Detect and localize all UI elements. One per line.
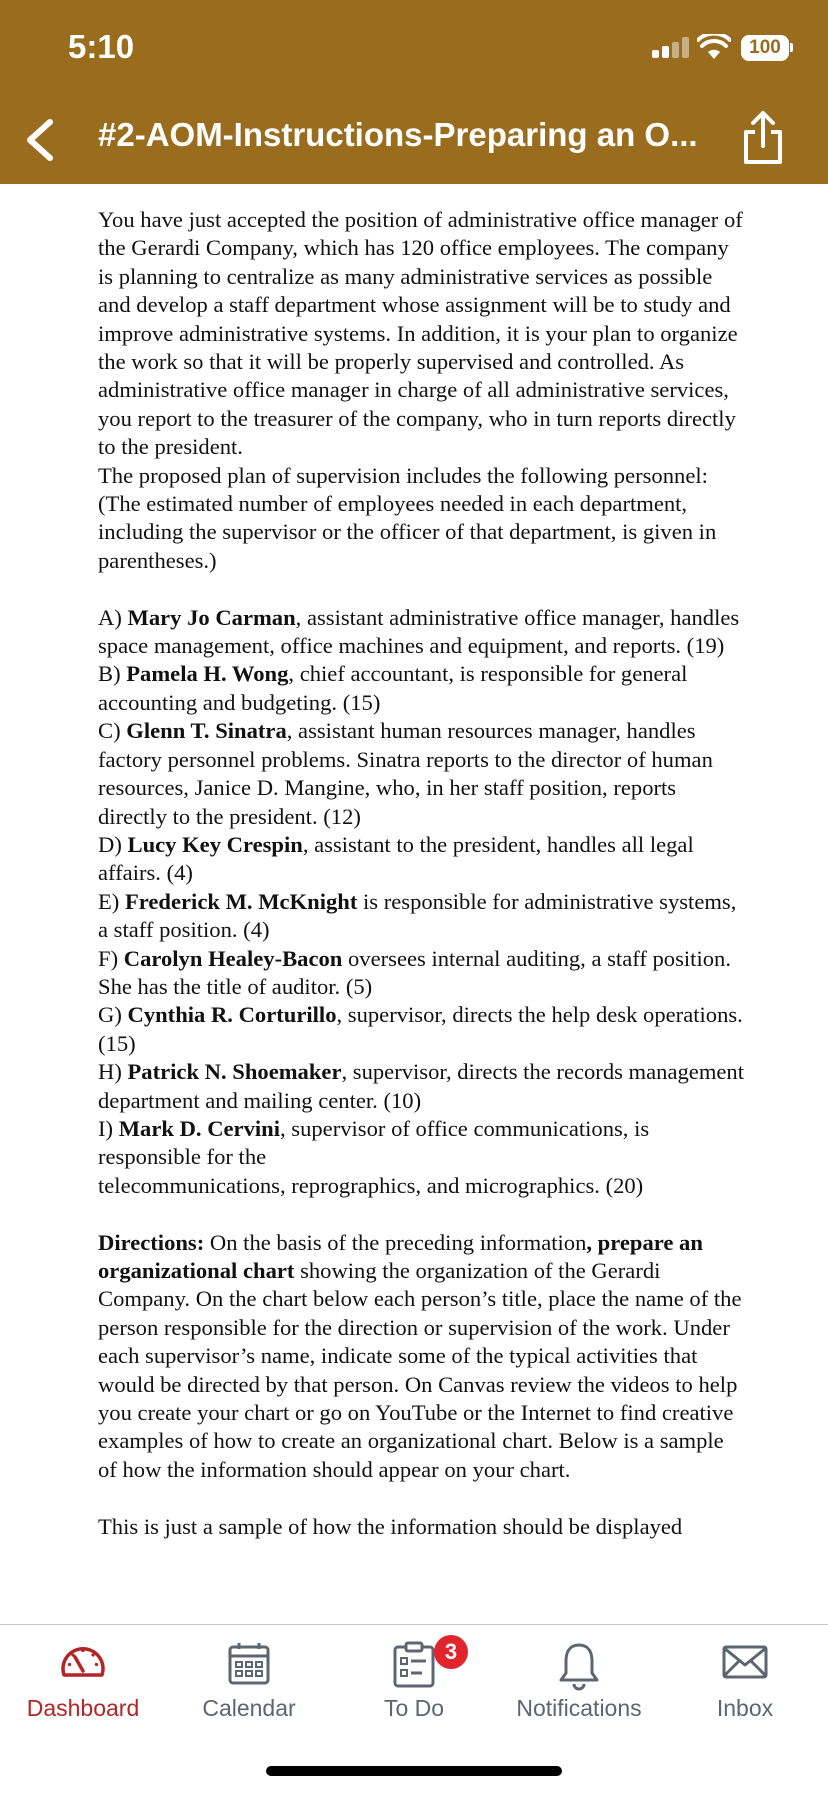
personnel-name: Pamela H. Wong xyxy=(126,661,289,687)
tab-label: To Do xyxy=(383,1695,445,1721)
intro-paragraph: You have just accepted the position of administrative office manager of the Gerardi Company, which has 120 office employees. The company is planning to centralize as many administrative services as possible and develop a staff department whose assignment will be to study and improve administrative systems. In addition, it is your plan to organize the work so that it will be properly supervised and controlled. As administrative office manager in charge of all administrative services, you report to the treasurer of the company, who in turn reports directly to the president. xyxy=(98,207,743,460)
personnel-last-line: telecommunications, reprographics, and micrographics. (20) xyxy=(98,1172,644,1198)
personnel-name: Patrick N. Shoemaker xyxy=(127,1059,342,1085)
directions-text-2: showing the organization of the Gerardi Company. On the chart below each person’s title, place the name of the person responsible for the direction or supervision of the work. Under each supervisor’s name, indicate some of the typical activities that would be directed by that person. On Canvas review the videos to help you create your chart or go on YouTube or the Internet to find creative examples of how to create an organizational chart. Below is a sample of how the information should appear on your chart. xyxy=(98,1258,742,1482)
sample-line: This is just a sample of how the information should be displayed xyxy=(98,1513,683,1539)
personnel-letter: C) xyxy=(98,718,121,744)
tab-label: Dashboard xyxy=(26,1695,140,1721)
personnel-item xyxy=(98,831,748,888)
personnel-name: Carolyn Healey-Bacon xyxy=(123,945,343,971)
battery-nub xyxy=(790,43,793,52)
personnel-letter: D) xyxy=(98,831,122,857)
status-time: 5:10 xyxy=(68,28,135,65)
personnel-list xyxy=(98,604,748,1172)
personnel-name: Mary Jo Carman xyxy=(127,604,296,630)
personnel-letter: B) xyxy=(98,661,121,687)
personnel-item xyxy=(98,660,748,717)
tab-label: Calendar xyxy=(202,1695,296,1721)
document-body xyxy=(98,206,748,1541)
share-button[interactable] xyxy=(738,110,788,168)
chevron-left-icon xyxy=(16,112,64,168)
directions-paragraph xyxy=(98,1229,748,1485)
bell-icon xyxy=(556,1641,602,1691)
personnel-description: , supervisor, directs the records management department and mailing center. (10) xyxy=(98,1059,744,1113)
personnel-item xyxy=(98,1115,748,1172)
tab-calendar[interactable] xyxy=(166,1625,332,1735)
personnel-letter: I) xyxy=(98,1115,114,1141)
back-button[interactable] xyxy=(16,112,64,168)
personnel-letter: H) xyxy=(98,1059,122,1085)
todo-clipboard-icon xyxy=(392,1641,436,1689)
wifi-icon xyxy=(697,34,731,60)
personnel-description: , assistant to the president, handles all legal affairs. (4) xyxy=(98,831,694,886)
personnel-item xyxy=(98,717,748,831)
tab-label: Notifications xyxy=(516,1695,642,1721)
todo-count-badge: 3 xyxy=(434,1635,468,1669)
battery-icon xyxy=(741,35,789,61)
personnel-item xyxy=(98,604,748,661)
tab-dashboard[interactable] xyxy=(0,1625,166,1735)
tab-inbox[interactable] xyxy=(662,1625,828,1735)
personnel-description: is responsible for administrative systems, a staff position. (4) xyxy=(98,888,737,943)
personnel-description: , assistant administrative office manager, handles space management, office machines and equipment, and reports. (19) xyxy=(98,604,740,659)
personnel-item xyxy=(98,888,748,945)
personnel-description: , supervisor, directs the help desk operations. (15) xyxy=(98,1002,743,1056)
share-icon xyxy=(738,110,788,168)
directions-bold-text: , prepare an organizational chart xyxy=(98,1229,703,1283)
cellular-signal-icon xyxy=(652,36,688,58)
battery-level: 100 xyxy=(749,37,781,58)
directions-label: Directions: xyxy=(98,1229,205,1255)
personnel-description: oversees internal auditing, a staff position. She has the title of auditor. (5) xyxy=(98,945,731,999)
personnel-letter: G) xyxy=(98,1002,122,1028)
dashboard-gauge-icon xyxy=(58,1641,108,1681)
personnel-description: , assistant human resources manager, handles factory personnel problems. Sinatra reports to the director of human resources, Janice D. Mangine, who, in her staff position, reports directly to the president. (12) xyxy=(98,718,713,829)
personnel-name: Cynthia R. Corturillo xyxy=(127,1002,337,1028)
envelope-icon xyxy=(721,1641,769,1681)
paragraph-gap xyxy=(98,1200,748,1228)
paragraph-gap xyxy=(98,575,748,603)
directions-text-1: On the basis of the preceding information xyxy=(204,1229,587,1255)
personnel-item xyxy=(98,1058,748,1115)
nav-bar xyxy=(0,96,828,184)
personnel-name: Mark D. Cervini xyxy=(118,1115,280,1141)
personnel-description: , supervisor of office communications, is responsible for the xyxy=(98,1115,650,1170)
personnel-name: Frederick M. McKnight xyxy=(124,888,358,914)
personnel-description: , chief accountant, is responsible for general accounting and budgeting. (15) xyxy=(98,661,688,715)
personnel-item xyxy=(98,945,748,1002)
status-bar xyxy=(0,0,828,96)
home-indicator xyxy=(266,1766,562,1776)
tab-label: Inbox xyxy=(716,1695,774,1721)
personnel-name: Glenn T. Sinatra xyxy=(126,718,287,744)
tab-notifications[interactable] xyxy=(496,1625,662,1735)
personnel-letter: A) xyxy=(98,604,122,630)
document-title: #2-AOM-Instructions-Preparing an O... xyxy=(98,116,698,153)
calendar-icon xyxy=(227,1641,271,1687)
personnel-item xyxy=(98,1001,748,1058)
personnel-letter: F) xyxy=(98,945,119,971)
plan-paragraph: The proposed plan of supervision includes the following personnel: (The estimated number of employees needed in each department, including the supervisor or the officer of that department, is given in parentheses.) xyxy=(98,462,717,573)
paragraph-gap xyxy=(98,1484,748,1512)
tab-todo[interactable] xyxy=(331,1625,497,1735)
personnel-name: Lucy Key Crespin xyxy=(127,831,303,857)
personnel-letter: E) xyxy=(98,888,120,914)
